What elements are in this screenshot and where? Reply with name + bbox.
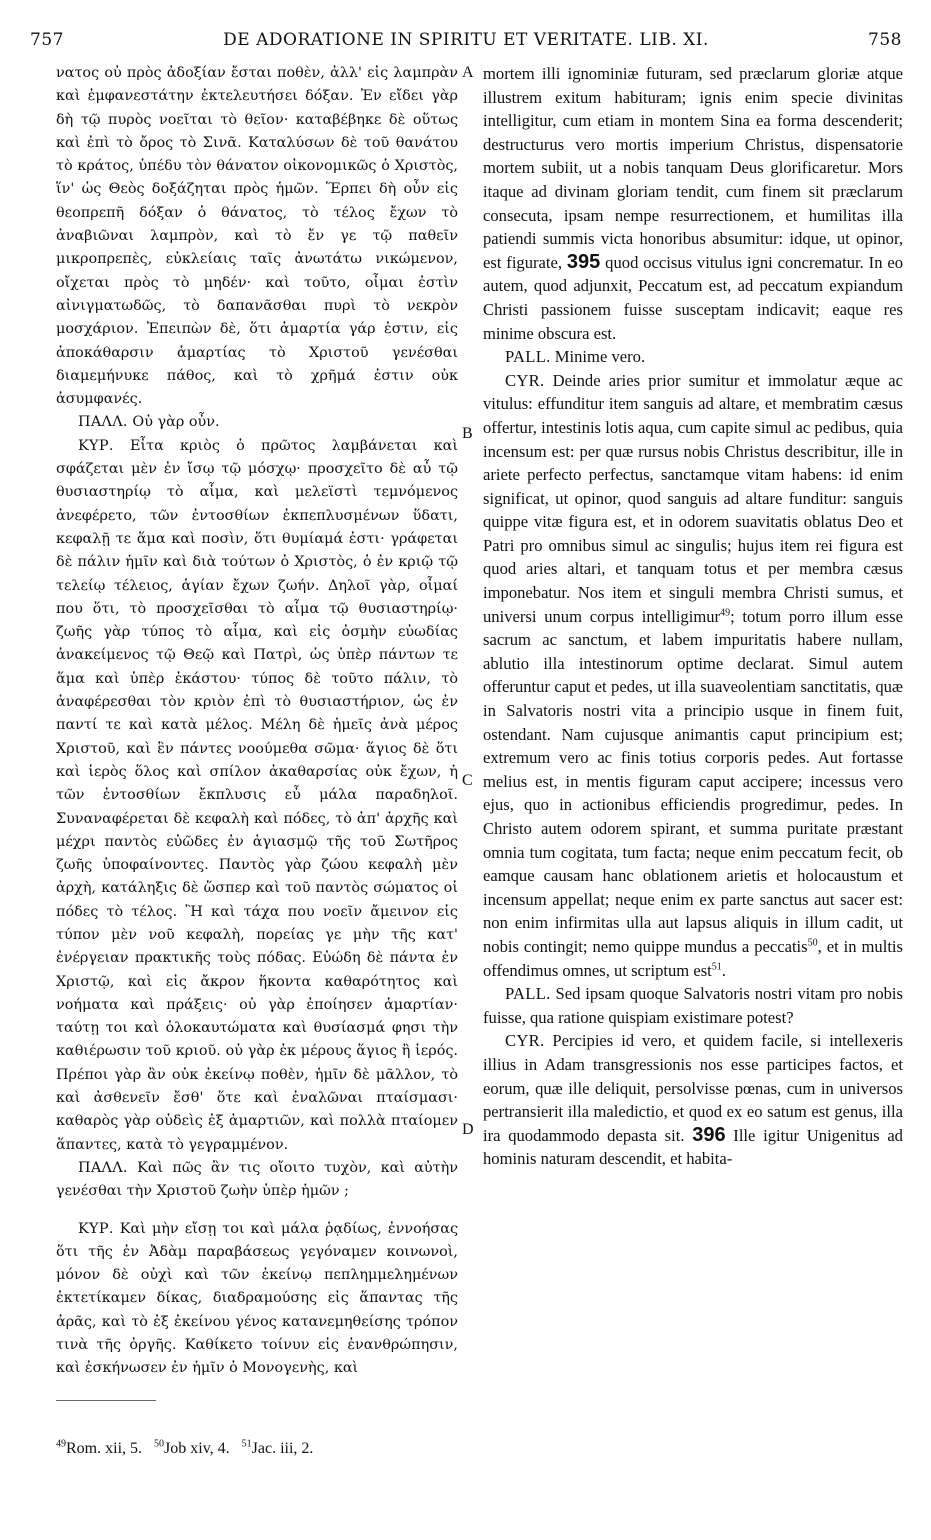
latin-paragraph — [483, 369, 903, 982]
latin-text: Minime vero. — [554, 347, 646, 367]
greek-text: Εἶτα κριὸς ὁ πρῶτος λαμβάνεται καὶ σφάζεται μὲν ἐν ἴσῳ τῷ μόσχῳ· προσχεῖτο δὲ αὖ τῷ θυσιαστηρίῳ τὸ αἷμα, καὶ μελεϊστὶ τεμνόμενος ἀνεφέρετο, τῶν ἐντοσθίων ἐκπεπλυσμένων ὕδατι, κεφαλῇ τε ἅμα καὶ ποσὶν, ὅτι θυμίαμά ἐστι· γράφεται δὲ πάλιν ἡμῖν καὶ διὰ τούτων ὁ Χριστὸς, ὁ ἐν κριῷ τῷ τελείῳ τέλειος, ἁγίαν ἔχων ζωήν. Δηλοῖ γὰρ, οἶμαί που ὅτι, τὸ προσχεῖσθαι τὸ αἷμα τῷ θυσιαστηρίῳ· ζωῆς γὰρ τύπος τὸ αἷμα, καὶ εἰς ὀσμὴν εὐωδίας ἀνακείμενος τῷ Θεῷ καὶ Πατρὶ, ὡς ὑπὲρ πάντων τε ἅμα καὶ ὑπὲρ ἑκάστου· τύπος δὲ τοῦτο πάλιν, τὸ ἀναφέρεσθαι τὸν κριὸν ἐπὶ τὸ θυσιαστήριον, ὡς ἐν παντί τε καὶ κατὰ μέλος. Μέλη δὲ ἡμεῖς ἀνὰ μέρος Χριστοῦ, καὶ ἓν πάντες νοούμεθα σῶμα· ἅγιος δὲ ὅτι καὶ ἱερὸς ὅλος καὶ σπίλον ἀκαθαρσίας οὐκ ἔχων, ἡ τῶν ἐντοσθίων ἔκπλυσις εὖ μάλα παραδηλοῖ. Συναναφέρεται δὲ κεφαλὴ καὶ πόδες, τὸ ἀπ' ἀρχῆς καὶ μέχρι παντὸς εὐῶδες ἐν ἁγιασμῷ τῆς τοῦ Σωτῆρος ζωῆς ὑποφαίνοντες. Παντὸς γὰρ ζώου κεφαλὴ μὲν ἀρχὴ, κατάληξις δὲ ὥσπερ καὶ τοῦ παντὸς σώματος οἱ πόδες τὸ τέλος. Ἢ καὶ τάχα που νοεῖν ἄμεινον εἰς τύπον μὲν νοῦ κεφαλὴ, πορείας γε μὴν τῆς κατ' ἐνέργειαν πρακτικῆς τοὺς πόδας. Εὐώδη δὲ πάντα ἐν Χριστῷ, καὶ εἰς ἄκρον ἥκοντα καθαρότητος καὶ νοήματα καὶ πράξεις· οὐ γὰρ ἐποίησεν ἁμαρτίαν· ταύτῃ τοι καὶ ὁλοκαυτώματα καὶ θυσίασμά φησι τὴν καθιέρωσιν τοῦ κριοῦ. οὐ γὰρ ἐκ μέρους ἅγιος ἢ ἱερός. Πρέποι γὰρ ἂν οὐκ ἐκείνῳ ποθὲν, ἡμῖν δὲ μᾶλλον, τὸ καὶ ἀσθενεῖν ἔσθ' ὅτε καὶ ἐναλῶναι πταίσμασι· καθαρὸς γὰρ οὐδεὶς ἐξ ἁμαρτιῶν, καὶ πολλὰ πταίομεν ἅπαντες, κατὰ τὸ γεγραμμένον. — [56, 437, 458, 1153]
footnote-text: Jac. iii, 2. — [251, 1440, 314, 1457]
greek-paragraph — [56, 1218, 458, 1381]
latin-column — [483, 62, 903, 1171]
latin-text: Deinde aries prior sumitur et immolatur æque ac vitulus: effunditur item sanguis ad altare, et membratim cæsus offertur, intestinis lotis aqua, cum capite simul ac pedibus, quia incensum est: per quæ rursus nobis Christus describitur, ille in ariete perfecto perfectus, sanctamque vitam habens: id enim significat, ut opinor, quod sanguis ad altare funditur: sanguis quippe vitæ figura est, et in odorem suavitatis oblatus Deo et Patri pro omnibus simul ac singulis; hujus item rei figura est quod aries altari, et tanquam totus et per membra cæsus imponebatur. Nos item et singuli membra Christi sumus, et universi unum corpus intelligimur — [483, 370, 903, 626]
footnotes — [56, 1440, 313, 1458]
greek-paragraph: νατος οὐ πρὸς ἀδοξίαν ἔσται ποθὲν, ἀλλ' εἰς λαμπρὰν καὶ ἐμφανεστάτην ἐκτελευτήσει δόξαν. Ἐν εἴδει γὰρ δὴ τῷ πυρὸς νοεῖται τὸ θεῖον· καταβέβηκε δὲ οὕτως καὶ ἐπὶ τὸ ὄρος τὸ Σινᾶ. Καταλύσων δὲ τοῦ θανάτου τὸ κράτος, ὑπέδυ τὸν θάνατον οἰκονομικῶς ὁ Χριστὸς, ἵν' ὡς Θεὸς δοξάζηται πρὸς ἡμῶν. Ἕρπει δὴ οὖν εἰς θεοπρεπῆ δόξαν ὁ θάνατος, τὸ τέλος ἔχων τὸ ἀναβιῶναι λαμπρὸν, καὶ τὸ ἔν γε τῷ παθεῖν μικροπρεπὲς, εὐκλείαις ταῖς ἀνωτάτω νικώμενον, οἴχεται πρὸς τὸ μηδέν· καὶ τοῦτο, οἶμαι ἐστὶν αἰνιγματωδῶς, τὸ δαπανᾶσθαι πυρὶ τὸ νεκρὸν μοσχάριον. Ἐπειπὼν δὲ, ὅτι ἁμαρτία γάρ ἐστιν, εἰς ἀποκάθαρσιν ἁμαρτίας τὸ Χριστοῦ γενέσθαι διαμεμήνυκε πάθος, καὶ τὸ χρῆμά ἐστιν οὐκ ἀσυμφανές. — [56, 65, 458, 408]
latin-text: Ille igitur Unigenitus ad hominis naturam descendit, et habita- — [483, 1125, 903, 1169]
page-number-left: 757 — [30, 30, 64, 50]
speaker-label: CYR. — [505, 1031, 545, 1051]
footnote-ref: 51 — [711, 961, 722, 973]
footnote-ref: 50 — [807, 937, 818, 949]
speaker-label: PALL. — [505, 347, 551, 367]
latin-paragraph — [483, 1029, 903, 1171]
latin-text: . — [721, 960, 726, 980]
speaker-label: ΠΑΛΛ. — [78, 414, 128, 431]
greek-paragraph — [56, 1157, 458, 1204]
running-title: DE ADORATIONE IN SPIRITU ET VERITATE. LIB. XI. — [223, 30, 709, 50]
latin-text: Percipies id vero, et quidem facile, si intellexeris illius in Adam transgressionis nos esse participes factos, et eorum, quæ ille deliquit, persolvisse pœnas, cum in universos pertransierit illa maledictio, et quod ex eo satum est genus, illa ira quodammodo depasta sit. — [483, 1031, 903, 1145]
greek-paragraph — [56, 435, 458, 1157]
speaker-label: CYR. — [505, 370, 545, 390]
margin-mark-d: D — [462, 1121, 474, 1138]
page-number-right: 758 — [868, 30, 902, 50]
page-marker: 396 — [692, 1123, 726, 1146]
footnote-ref: 49 — [720, 607, 731, 619]
speaker-label: ΚΥΡ. — [78, 437, 114, 454]
latin-text: , et in multis offendimus omnes, ut scriptum est — [483, 936, 904, 980]
footnote-number: 49 — [56, 1438, 66, 1450]
latin-paragraph — [483, 345, 903, 369]
speaker-label: ΚΥΡ. — [78, 1220, 114, 1237]
footnote-divider — [56, 1400, 156, 1401]
speaker-label: ΠΑΛΛ. — [78, 1159, 128, 1176]
latin-text: Sed ipsam quoque Salvatoris nostri vitam pro nobis fuisse, qua ratione quispiam existimare potest? — [483, 984, 903, 1027]
footnote-text: Rom. xii, 5. — [66, 1440, 143, 1457]
greek-column — [56, 62, 458, 1381]
margin-mark-a: A — [462, 64, 474, 81]
speaker-label: PALL. — [505, 984, 551, 1004]
running-header — [30, 30, 902, 56]
latin-text: ; totum porro illum esse sacrum ac sanctum, et labem impuritatis habere nullam, ablutio illa intestinorum optime declarat. Simul autem offeruntur caput et pedes, ut illa suaveolentiam sanctitatis, quæ in Salvatoris nostri vita a principio usque in finem fuit, ostendant. Nam cujusque animantis caput principium est; extremum vero ac finis totius corporis pedes. Aut fortasse melius est, in mentis figuram caput accipere; incessus vero ejus, quo in actionibus efficiendis progredimur, pedes. In Christo autem odorem spirant, et summa puritate præstant omnia tum cogitata, tum facta; neque enim peccatum fecit, ob eamque causam hanc oblationem arietis et holocaustum et incensum appellat; neque enim ex parte sanctus aut sacer est: non enim infirmitas ulla aut lapsus aliquis in illum cadit, ut nobis contingit; nemo quippe mundus a peccatis — [483, 606, 903, 956]
margin-mark-b: B — [462, 425, 473, 442]
latin-paragraph — [483, 982, 903, 1029]
greek-paragraph — [56, 411, 458, 434]
footnote-number: 50 — [154, 1438, 165, 1450]
greek-text: Οὐ γὰρ οὖν. — [132, 414, 220, 431]
page-marker: 395 — [566, 250, 601, 273]
footnote-number: 51 — [241, 1438, 252, 1450]
latin-text: mortem illi ignominiæ futuram, sed præclarum gloriæ atque illustrem exitum habituram; ignis enim specie divinitas intelligitur, cum etiam in montem Sina ea forma descenderit; destructurus vero mortis imperium Christus, dispensatorie mortem subiit, ut a nobis tanquam Deus glorificaretur. Mors itaque ad divinam gloriam tendit, cum finem sit præclarum consecuta, ipsam nempe resurrectionem, et humilitas illa patiendi summis victa honoribus absumitur: idque, ut opinor, est figurate, — [483, 64, 903, 272]
footnote-text: Job xiv, 4. — [164, 1440, 230, 1457]
latin-paragraph — [483, 62, 903, 345]
margin-mark-c: C — [462, 772, 473, 789]
greek-text: Καὶ μὴν εἴσῃ τοι καὶ μάλα ῥᾳδίως, ἐννοήσας ὅτι τῆς ἐν Ἀδὰμ παραβάσεως γεγόναμεν κοινωνοὶ, μόνον δὲ οὐχὶ καὶ τῶν ἐκείνῳ πεπλημμελημένων ἐκτετίκαμεν δίκας, διαδραμούσης εἰς ἅπαντας τῆς ἀρᾶς, καὶ τὸ ἐξ ἐκείνου γένος κατανεμηθείσης τρόπον τινὰ τῆς ὀργῆς. Καθίκετο τοίνυν εἰς ἐνανθρώπησιν, καὶ ἐσκήνωσεν ἐν ἡμῖν ὁ Μονογενὴς, καὶ — [56, 1220, 459, 1377]
latin-text: quod occisus vitulus igni concrematur. In eo autem, quod adjunxit, Peccatum est, ad peccatum expiandum Christi passionem fuisse susceptam indicavit; eaque res minime obscura est. — [483, 252, 904, 343]
greek-text: Καὶ πῶς ἂν τις οἴοιτο τυχὸν, καὶ αὐτὴν γενέσθαι τὴν Χριστοῦ ζωὴν ὑπὲρ ἡμῶν ; — [56, 1159, 459, 1200]
